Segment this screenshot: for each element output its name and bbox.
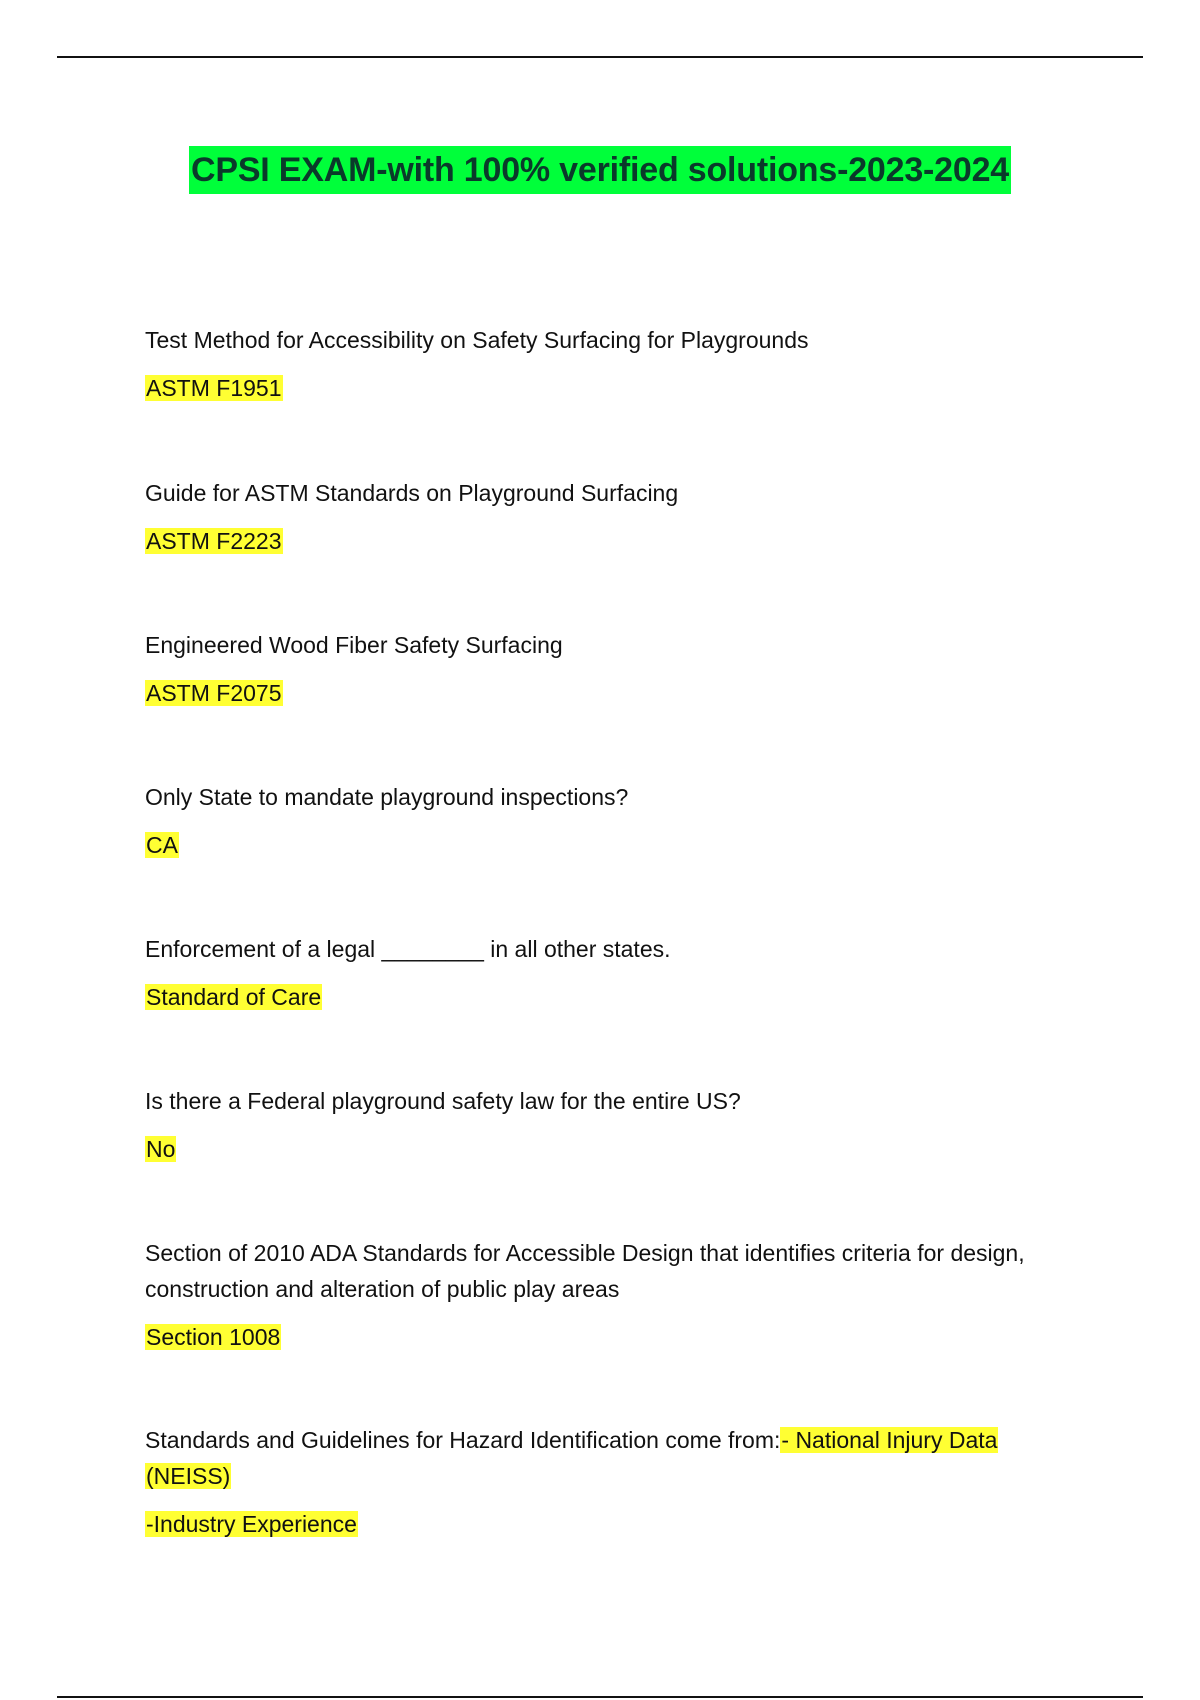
answer-text: -Industry Experience — [146, 1511, 357, 1537]
title-block — [0, 146, 1200, 194]
bottom-rule — [57, 1696, 1143, 1698]
qa-item-8 — [145, 1422, 1045, 1542]
document-title: CPSI EXAM-with 100% verified solutions-2023-2024 — [189, 146, 1011, 194]
qa-item-7 — [145, 1235, 1045, 1355]
qa-item-1 — [145, 322, 1045, 406]
qa-item-2 — [145, 475, 1045, 559]
inline-answer-part-1: - National Injury Data — [781, 1427, 998, 1453]
question-text: Test Method for Accessibility on Safety Surfacing for Playgrounds — [145, 327, 809, 353]
top-rule — [57, 56, 1143, 58]
question-text: Enforcement of a legal ________ in all other states. — [145, 936, 671, 962]
answer-text: Section 1008 — [146, 1324, 281, 1350]
inline-answer-part-2: (NEISS) — [146, 1463, 231, 1489]
question-text: Guide for ASTM Standards on Playground Surfacing — [145, 480, 679, 506]
answer-text: No — [146, 1136, 176, 1162]
qa-item-4 — [145, 779, 1045, 863]
question-text: Engineered Wood Fiber Safety Surfacing — [145, 632, 563, 658]
answer-text: CA — [146, 832, 178, 858]
question-text: Only State to mandate playground inspections? — [145, 784, 629, 810]
question-text: Section of 2010 ADA Standards for Accessible Design that identifies criteria for design, construction and alteration of public play areas — [145, 1240, 1025, 1302]
answer-text: ASTM F2223 — [146, 528, 282, 554]
answer-text: Standard of Care — [146, 984, 322, 1010]
question-text — [145, 1422, 1045, 1494]
answer-text: ASTM F1951 — [146, 375, 282, 401]
qa-item-6 — [145, 1083, 1045, 1167]
question-text-main: Standards and Guidelines for Hazard Identification come from: — [145, 1427, 781, 1453]
qa-item-5 — [145, 931, 1045, 1015]
qa-item-3 — [145, 627, 1045, 711]
answer-text: ASTM F2075 — [146, 680, 282, 706]
question-text: Is there a Federal playground safety law for the entire US? — [145, 1088, 741, 1114]
